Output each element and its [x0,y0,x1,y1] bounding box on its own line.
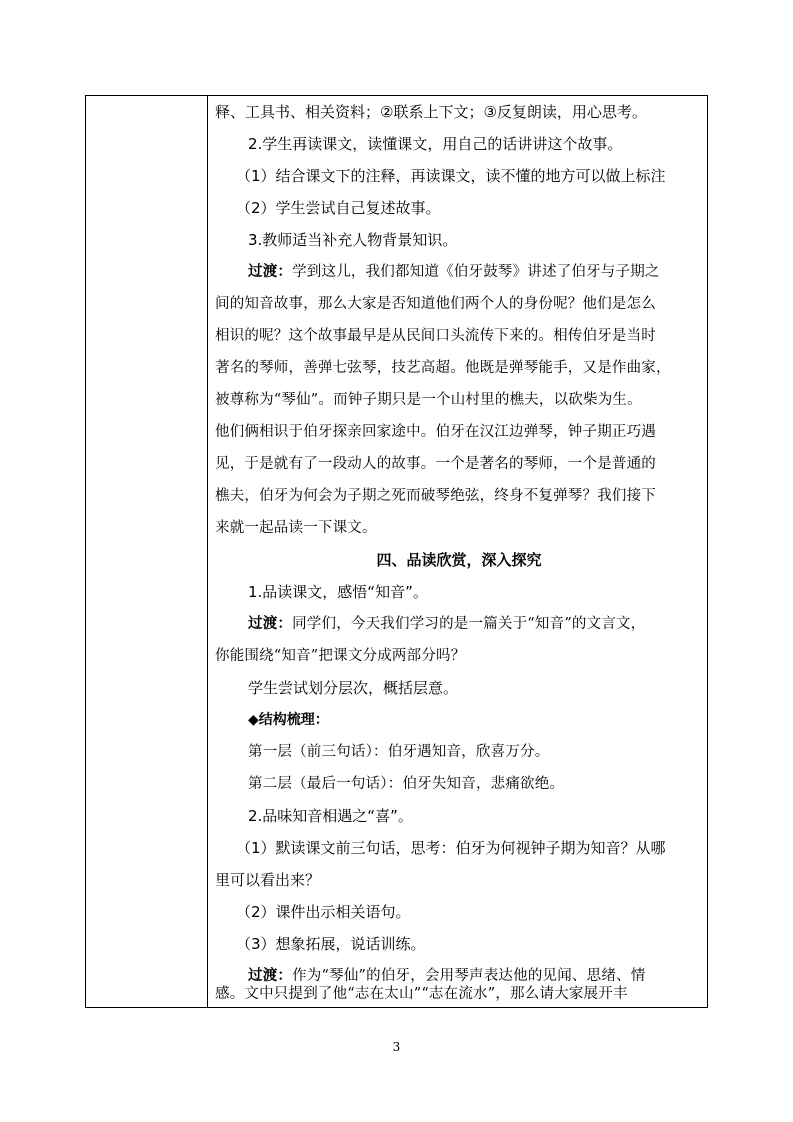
text-line: 来就一起品读一下课文。 [215,520,377,536]
text-line: 间的知音故事，那么大家是否知道他们两个人的身份呢？他们是怎么 [215,296,656,312]
transition-paragraph-line [248,614,736,634]
text-line: 第一层（前三句话）：伯牙遇知音，欣喜万分。 [248,744,550,760]
text-line: 相识的呢？这个故事最早是从民间口头流传下来的。相传伯牙是当时 [215,328,656,344]
text-line: 2.学生再读课文，读懂课文，用自己的话讲讲这个故事。 [248,135,623,153]
text-span: 同学们，今天我们学习的是一篇关于“知音”的文言文， [292,616,646,632]
text-line: 2.品味知音相遇之“喜”。 [248,807,413,825]
text-line: 释、工具书、相关资料；②联系上下文；③反复朗读，用心思考。 [215,103,647,121]
transition-paragraph-line [248,966,736,986]
text-line: 樵夫，伯牙为何会为子期之死而破琴绝弦，终身不复弹琴？我们接下 [215,488,656,504]
transition-label: 过渡： [248,967,293,984]
text-line: （1）默读课文前三句话，思考：伯牙为何视钟子期为知音？从哪 [236,839,666,857]
text-line: 你能围绕“知音”把课文分成两部分吗？ [215,648,466,664]
section-heading: 四、品读欣赏，深入探究 [376,551,542,569]
text-line: 第二层（最后一句话）：伯牙失知音，悲痛欲绝。 [248,776,565,792]
text-span: 作为“琴仙”的伯牙，会用琴声表达他的见闻、思绪、情 [292,968,646,984]
text-line: （2）课件出示相关语句。 [236,903,411,921]
text-span: 学到这儿，我们都知道《伯牙鼓琴》讲述了伯牙与子期之 [292,264,660,280]
lesson-table [85,95,708,1008]
text-line: 见，于是就有了一段动人的故事。一个是著名的琴师，一个是普通的 [215,456,656,472]
text-line: （2）学生尝试自己复述故事。 [236,199,441,217]
column-divider [207,96,208,1007]
text-line: 学生尝试划分层次，概括层意。 [248,679,459,697]
text-line: 感。文中只提到了他“志在太山”“志在流水”，那么请大家展开丰 [215,986,628,1002]
text-line: （1）结合课文下的注释，再读课文，读不懂的地方可以做上标注 [236,167,666,185]
page-number: 3 [392,1040,401,1054]
text-line: （3）想象拓展，说话训练。 [236,935,426,953]
transition-label: 过渡： [248,615,293,632]
text-line: 里可以看出来？ [215,871,321,889]
text-line: 被尊称为“琴仙”。而钟子期只是一个山村里的樵夫，以砍柴为生。 [215,392,642,408]
text-line: 著名的琴师，善弹七弦琴，技艺高超。他既是弹琴能手，又是作曲家， [215,360,671,376]
transition-label: 过渡： [248,263,293,280]
transition-paragraph-line [248,262,736,282]
text-line: 他们俩相识于伯牙探亲回家途中。伯牙在汉江边弹琴，钟子期正巧遇 [215,424,656,440]
text-line: 3.教师适当补充人物背景知识。 [248,231,458,249]
structure-heading: ◆结构梳理： [248,712,329,728]
text-line: 1.品读课文，感悟“知音”。 [248,583,428,601]
